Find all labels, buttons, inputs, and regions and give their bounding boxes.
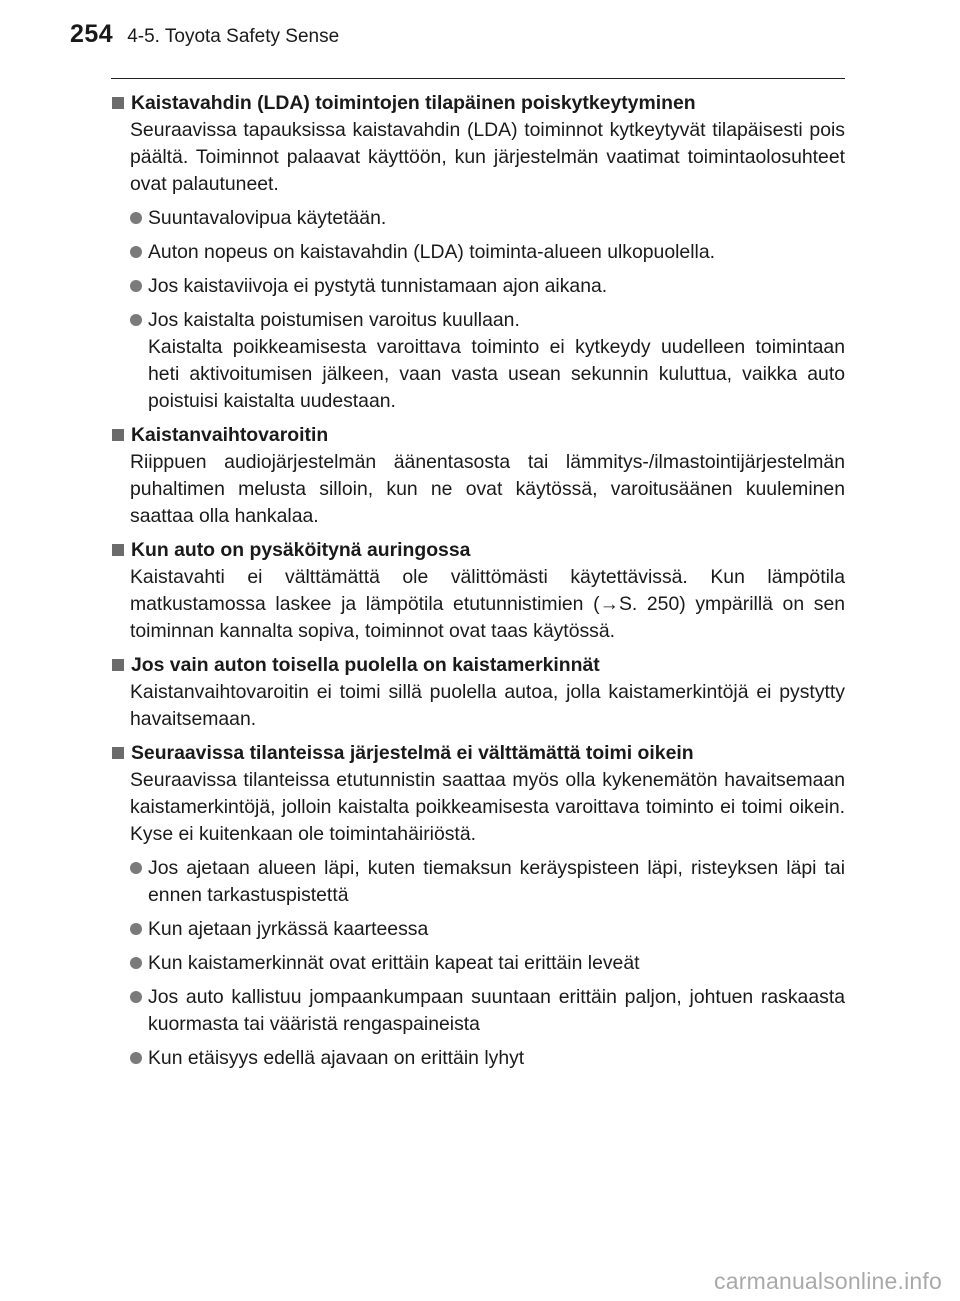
section-parked-in-sun — [111, 537, 845, 645]
circle-bullet-icon — [130, 280, 142, 292]
list-item — [130, 205, 845, 232]
circle-bullet-icon — [130, 957, 142, 969]
section-paragraph: Seuraavissa tilanteissa etutunnistin saattaa myös olla kykenemätön havaitsemaan kaistamerkintöjä, jolloin kaistalta poikkeamisesta varoittava toiminto ei toimi oikein. Kyse ei kuitenkaan ole toimintahäiriöstä. — [130, 769, 845, 845]
square-bullet-icon — [112, 97, 124, 109]
square-bullet-icon — [112, 429, 124, 441]
section-one-side-markings — [111, 652, 845, 733]
list-item-text: Jos ajetaan alueen läpi, kuten tiemaksun keräyspisteen läpi, risteyksen läpi tai ennen tarkastuspistettä — [148, 857, 845, 906]
watermark: carmanualsonline.info — [714, 1268, 942, 1294]
list-item-text: Jos auto kallistuu jompaankumpaan suuntaan erittäin paljon, johtuen raskaasta kuormasta tai vääristä rengaspaineista — [148, 986, 845, 1035]
paragraph-text-after: S. 250) ympärillä on sen toiminnan kannalta sopiva, toiminnot ovat taas käytössä. — [130, 593, 846, 642]
list-item-text: Kun ajetaan jyrkässä kaarteessa — [148, 918, 429, 940]
square-bullet-icon — [112, 747, 124, 759]
list-item — [130, 984, 845, 1038]
header-divider — [111, 78, 845, 79]
list-item — [130, 307, 845, 415]
circle-bullet-icon — [130, 246, 142, 258]
list-item — [130, 273, 845, 300]
list-item-text — [148, 307, 845, 415]
paragraph-text-before: Kaistavahti ei välttämättä ole välittömästi käytettävissä. Kun lämpötila matkustamossa laskee ja lämpötila etutunnistimien ( — [130, 566, 845, 615]
section-title: 4-5. Toyota Safety Sense — [127, 26, 340, 47]
section-heading-text: Kun auto on pysäköitynä auringossa — [131, 539, 471, 561]
section-heading — [111, 90, 845, 117]
section-heading — [111, 652, 845, 679]
list-item-text: Kun etäisyys edellä ajavaan on erittäin lyhyt — [148, 1047, 525, 1069]
circle-bullet-icon — [130, 991, 142, 1003]
list-item — [130, 239, 845, 266]
circle-bullet-icon — [130, 1052, 142, 1064]
list-item — [130, 950, 845, 977]
section-heading-text: Seuraavissa tilanteissa järjestelmä ei välttämättä toimi oikein — [131, 742, 694, 764]
square-bullet-icon — [112, 544, 124, 556]
list-item-text: Jos kaistaviivoja ei pystytä tunnistamaan ajon aikana. — [148, 275, 608, 297]
circle-bullet-icon — [130, 314, 142, 326]
bullet-list — [111, 855, 845, 1072]
circle-bullet-icon — [130, 862, 142, 874]
list-item — [130, 916, 845, 943]
section-paragraph: Kaistanvaihtovaroitin ei toimi sillä puolella autoa, jolla kaistamerkintöjä ei pystytty havaitsemaan. — [130, 681, 845, 730]
page-header — [70, 20, 339, 49]
list-item-text: Suuntavalovipua käytetään. — [148, 207, 387, 229]
section-paragraph: Riippuen audiojärjestelmän äänentasosta tai lämmitys-/ilmastointijärjestelmän puhaltimen melusta silloin, kun ne ovat käytössä, varoitusäänen kuuleminen saattaa olla hankalaa. — [130, 451, 845, 527]
section-heading-text: Kaistanvaihtovaroitin — [131, 424, 329, 446]
arrow-right-icon: → — [599, 593, 619, 615]
list-item-main: Jos kaistalta poistumisen varoitus kuullaan. — [148, 309, 520, 331]
section-paragraph: Seuraavissa tapauksissa kaistavahdin (LDA) toiminnot kytkeytyvät tilapäisesti pois päältä. Toiminnot palaavat käyttöön, kun järjestelmän vaatimat toimintaolosuhteet ovat palautuneet. — [130, 119, 845, 195]
section-lane-change-warning — [111, 422, 845, 530]
bullet-list — [111, 205, 845, 415]
section-may-not-operate — [111, 740, 845, 1072]
list-item-text: Auton nopeus on kaistavahdin (LDA) toiminta-alueen ulkopuolella. — [148, 241, 715, 263]
list-item-note: Kaistalta poikkeamisesta varoittava toiminto ei kytkeydy uudelleen toimintaan heti aktivoitumisen jälkeen, vaan vasta usean sekunnin kuluttua, vaikka auto poistuisi kaistalta uudestaan. — [148, 336, 845, 412]
section-heading — [111, 740, 845, 767]
section-paragraph — [130, 564, 845, 645]
section-lda-temporary-cancel — [111, 90, 845, 415]
circle-bullet-icon — [130, 923, 142, 935]
section-heading-text: Kaistavahdin (LDA) toimintojen tilapäinen poiskytkeytyminen — [131, 92, 696, 114]
list-item — [130, 1045, 845, 1072]
page-content — [111, 90, 845, 1079]
square-bullet-icon — [112, 659, 124, 671]
section-heading-text: Jos vain auton toisella puolella on kaistamerkinnät — [131, 654, 600, 676]
section-heading — [111, 422, 845, 449]
list-item-text: Kun kaistamerkinnät ovat erittäin kapeat tai erittäin leveät — [148, 952, 640, 974]
page-number: 254 — [70, 20, 114, 48]
list-item — [130, 855, 845, 909]
section-heading — [111, 537, 845, 564]
circle-bullet-icon — [130, 212, 142, 224]
